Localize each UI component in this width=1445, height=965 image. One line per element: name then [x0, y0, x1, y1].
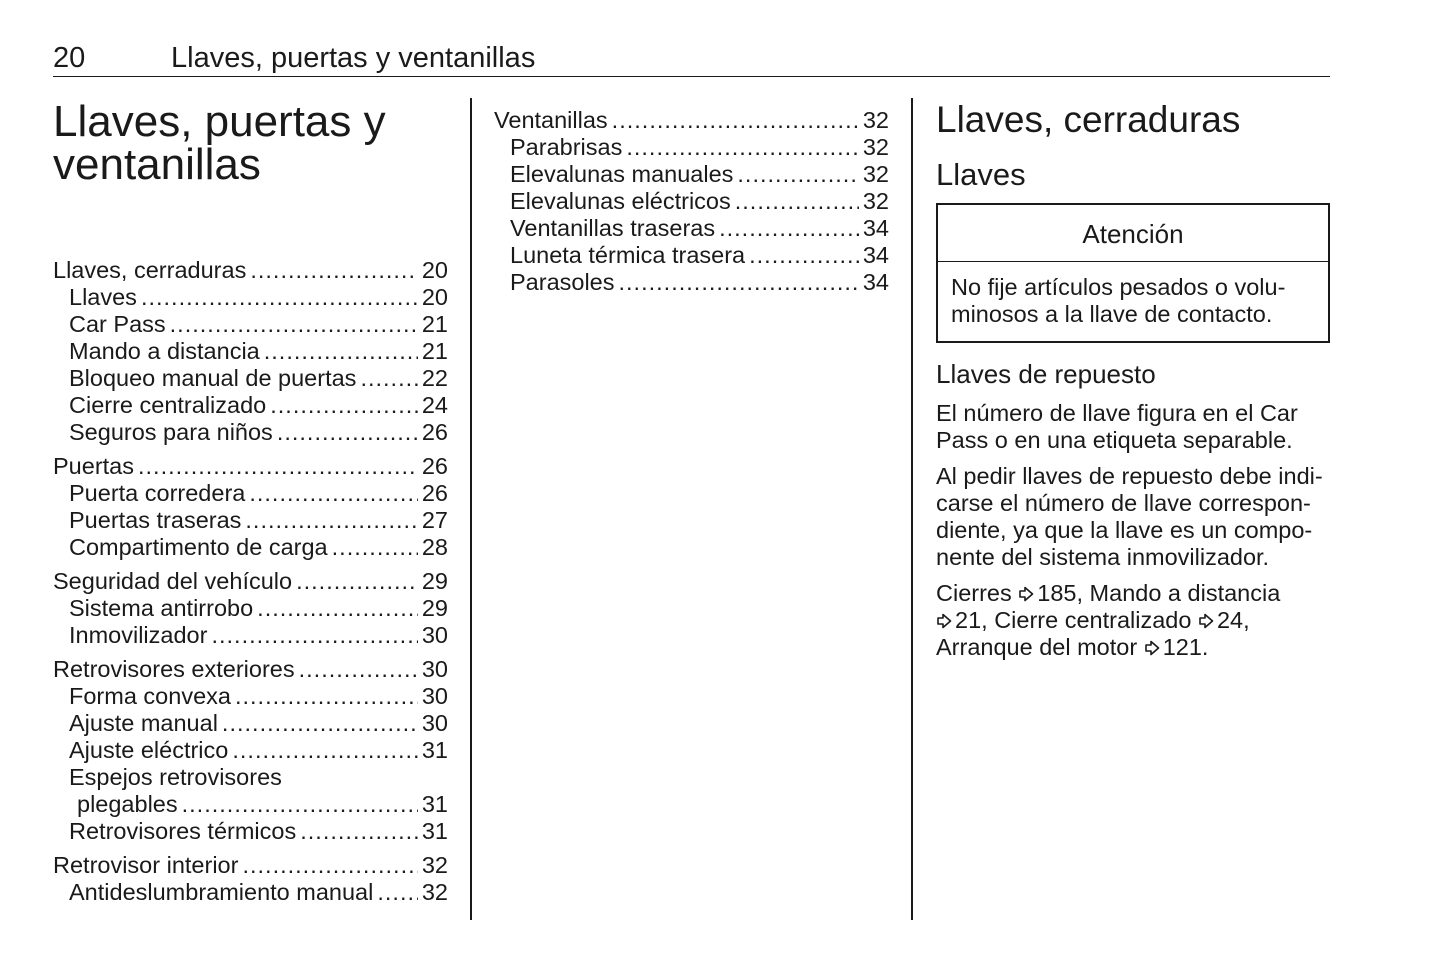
toc-entry[interactable] — [494, 269, 889, 296]
ref-text: Cierres — [936, 580, 1012, 606]
toc-entry-page: 32 — [862, 107, 889, 133]
ref-link-mando[interactable]: 21 — [955, 607, 982, 633]
toc-entry-label: Puertas traseras — [69, 507, 242, 533]
toc-entry-label: Inmovilizador — [69, 622, 208, 648]
toc-entry-label: Llaves, cerraduras — [53, 257, 247, 283]
toc-entry[interactable] — [53, 622, 448, 649]
paragraph-line: carse el número de llave correspon- — [936, 490, 1311, 516]
toc-entry-page: 32 — [421, 879, 448, 905]
toc-leader-dots — [277, 419, 418, 446]
toc-leader-dots — [250, 257, 418, 284]
toc-entry[interactable] — [494, 134, 889, 161]
toc-entry-page: 29 — [421, 595, 448, 621]
toc-entry-label: Ventanillas — [494, 107, 608, 133]
chapter-title-line: ventanillas — [53, 140, 261, 189]
toc-entry-page: 27 — [421, 507, 448, 533]
toc-section-entry[interactable] — [53, 257, 448, 284]
toc-entry[interactable] — [53, 683, 448, 710]
toc-entry[interactable] — [494, 188, 889, 215]
toc-leader-dots — [245, 507, 417, 534]
toc-entry-page: 28 — [421, 534, 448, 560]
toc-entry-label: Forma convexa — [69, 683, 231, 709]
section-column — [936, 100, 1330, 661]
toc-entry-label: Elevalunas manuales — [510, 161, 734, 187]
toc-entry[interactable] — [53, 507, 448, 534]
running-title: Llaves, puertas y ventanillas — [171, 42, 536, 74]
toc-leader-dots — [719, 215, 859, 242]
toc-entry-page: 32 — [862, 161, 889, 187]
toc-entry-label: Llaves — [69, 284, 137, 310]
toc-entry-label: Ajuste manual — [69, 710, 218, 736]
toc-section-entry[interactable] — [494, 107, 889, 134]
toc-entry[interactable] — [53, 764, 448, 791]
toc-entry-page: 32 — [862, 134, 889, 160]
toc-entry-page: 29 — [421, 568, 448, 594]
ref-text: , Cierre centralizado — [981, 607, 1192, 633]
toc-entry-page: 32 — [862, 188, 889, 214]
toc-leader-dots — [211, 622, 417, 649]
paragraph — [936, 463, 1330, 571]
paragraph-line: nente del sistema inmovilizador. — [936, 544, 1270, 570]
paragraph-line: diente, ya que la llave es un compo- — [936, 517, 1313, 543]
toc-entry[interactable] — [53, 392, 448, 419]
toc-entry-label: Espejos retrovisores — [69, 764, 282, 790]
toc-leader-dots — [749, 242, 859, 269]
toc-entry-label: Parabrisas — [510, 134, 623, 160]
toc-entry[interactable] — [53, 480, 448, 507]
attention-heading: Atención — [938, 205, 1328, 262]
toc-entry-label: Bloqueo manual de puertas — [69, 365, 357, 391]
toc-entry[interactable] — [494, 242, 889, 269]
toc-leader-dots — [257, 595, 418, 622]
toc-leader-dots — [141, 284, 418, 311]
reference-arrow-icon — [1198, 613, 1214, 629]
toc-entry-label: Luneta térmica trasera — [510, 242, 746, 268]
toc-entry-page: 31 — [421, 737, 448, 763]
attention-text — [938, 262, 1328, 341]
toc-entry-label: Ventanillas traseras — [510, 215, 716, 241]
toc-entry-label: Retrovisores térmicos — [69, 818, 297, 844]
toc-entry[interactable] — [53, 284, 448, 311]
toc-leader-dots — [299, 656, 418, 683]
toc-entry[interactable] — [53, 710, 448, 737]
cross-references — [936, 580, 1330, 661]
toc-entry-page: 34 — [862, 269, 889, 295]
table-of-contents-continued — [494, 107, 889, 296]
chapter-column — [53, 97, 448, 189]
ref-text: , — [1243, 607, 1250, 633]
toc-entry-page: 24 — [421, 392, 448, 418]
toc-entry-page: 21 — [421, 338, 448, 364]
toc-entry[interactable] — [53, 791, 448, 818]
toc-entry-label: plegables — [77, 791, 178, 817]
ref-text: . — [1201, 634, 1209, 660]
toc-leader-dots — [360, 365, 417, 392]
toc-entry-page: 34 — [862, 242, 889, 268]
toc-entry-page: 30 — [421, 656, 448, 682]
toc-entry-page: 32 — [421, 852, 448, 878]
toc-entry-label: Seguros para niños — [69, 419, 273, 445]
toc-entry-label: Sistema antirrobo — [69, 595, 254, 621]
toc-leader-dots — [138, 453, 418, 480]
reference-arrow-icon — [936, 613, 952, 629]
toc-entry-label: Compartimento de carga — [69, 534, 328, 560]
table-of-contents — [53, 257, 448, 906]
toc-entry-page: 34 — [862, 215, 889, 241]
toc-entry-page: 26 — [421, 453, 448, 479]
ref-link-arranque[interactable]: 121 — [1162, 634, 1202, 660]
toc-leader-dots — [232, 737, 418, 764]
toc-entry[interactable] — [53, 338, 448, 365]
toc-entry-label: Puerta corredera — [69, 480, 246, 506]
attention-box — [936, 203, 1330, 343]
chapter-title — [53, 97, 448, 189]
toc-entry-page: 20 — [421, 257, 448, 283]
toc-leader-dots — [300, 818, 418, 845]
toc-leader-dots — [332, 534, 418, 561]
toc-entry[interactable] — [53, 534, 448, 561]
paragraph-line: Pass o en una etiqueta separable. — [936, 427, 1293, 453]
toc-section-entry[interactable] — [53, 568, 448, 595]
toc-entry-page: 30 — [421, 710, 448, 736]
page-header — [53, 40, 1330, 77]
ref-text: Arranque del motor — [936, 634, 1138, 660]
toc-section-entry[interactable] — [53, 453, 448, 480]
toc-entry[interactable] — [53, 311, 448, 338]
toc-entry-label: Seguridad del vehículo — [53, 568, 293, 594]
section-title: Llaves, cerraduras — [936, 99, 1241, 140]
toc-leader-dots — [222, 710, 418, 737]
toc-leader-dots — [619, 269, 859, 296]
toc-entry-page: 30 — [421, 683, 448, 709]
toc-leader-dots — [170, 311, 418, 338]
toc-leader-dots — [626, 134, 859, 161]
toc-entry-page: 30 — [421, 622, 448, 648]
toc-leader-dots — [264, 338, 418, 365]
toc-entry[interactable] — [53, 419, 448, 446]
chapter-title-line: Llaves, puertas y — [53, 97, 386, 146]
toc-entry[interactable] — [53, 737, 448, 764]
toc-leader-dots — [737, 161, 858, 188]
page-number: 20 — [53, 42, 86, 74]
toc-leader-dots — [249, 480, 418, 507]
toc-leader-dots — [270, 392, 418, 419]
toc-leader-dots — [242, 852, 417, 879]
toc-leader-dots — [612, 107, 859, 134]
toc-entry[interactable] — [494, 215, 889, 242]
toc-entry-label: Antideslumbramiento manual — [69, 879, 374, 905]
toc-leader-dots — [182, 791, 418, 818]
toc-entry-label: Ajuste eléctrico — [69, 737, 229, 763]
toc-entry[interactable] — [53, 595, 448, 622]
reference-arrow-icon — [1144, 640, 1160, 656]
subsection-title: Llaves — [936, 157, 1026, 192]
reference-arrow-icon — [1018, 586, 1034, 602]
toc-leader-dots — [235, 683, 418, 710]
toc-entry-label: Car Pass — [69, 311, 166, 337]
toc-entry-label: Mando a distancia — [69, 338, 260, 364]
toc-entry[interactable] — [53, 818, 448, 845]
ref-link-cierres[interactable]: 185 — [1037, 580, 1077, 606]
toc-entry-label: Parasoles — [510, 269, 615, 295]
column-divider — [470, 98, 472, 920]
ref-text: , Mando a distancia — [1076, 580, 1281, 606]
toc-entry-page: 21 — [421, 311, 448, 337]
toc-leader-dots — [377, 879, 418, 906]
toc-entry-label: Retrovisor interior — [53, 852, 239, 878]
toc-entry-page: 31 — [421, 818, 448, 844]
toc-section-entry[interactable] — [53, 656, 448, 683]
paragraph-line: Al pedir llaves de repuesto debe indi- — [936, 463, 1323, 489]
paragraph — [936, 400, 1330, 454]
toc-entry-page: 22 — [421, 365, 448, 391]
column-divider — [911, 98, 913, 920]
toc-entry[interactable] — [53, 879, 448, 906]
toc-leader-dots — [296, 568, 418, 595]
spare-keys-heading: Llaves de repuesto — [936, 359, 1156, 389]
paragraph-line: El número de llave figura en el Car — [936, 400, 1298, 426]
toc-entry-page: 26 — [421, 480, 448, 506]
toc-entry-label: Cierre centralizado — [69, 392, 267, 418]
toc-entry-label: Puertas — [53, 453, 134, 479]
toc-entry[interactable] — [53, 365, 448, 392]
toc-entry-label: Elevalunas eléctricos — [510, 188, 731, 214]
attention-line: No fije artículos pesados o volu- — [951, 274, 1286, 300]
toc-entry-label: Retrovisores exteriores — [53, 656, 295, 682]
toc-entry-page: 31 — [421, 791, 448, 817]
toc-section-entry[interactable] — [53, 852, 448, 879]
toc-entry-page: 20 — [421, 284, 448, 310]
ref-link-cierre-centralizado[interactable]: 24 — [1216, 607, 1244, 633]
toc-entry-page: 26 — [421, 419, 448, 445]
attention-line: minosos a la llave de contacto. — [951, 301, 1273, 327]
toc-leader-dots — [735, 188, 859, 215]
toc-entry[interactable] — [494, 161, 889, 188]
